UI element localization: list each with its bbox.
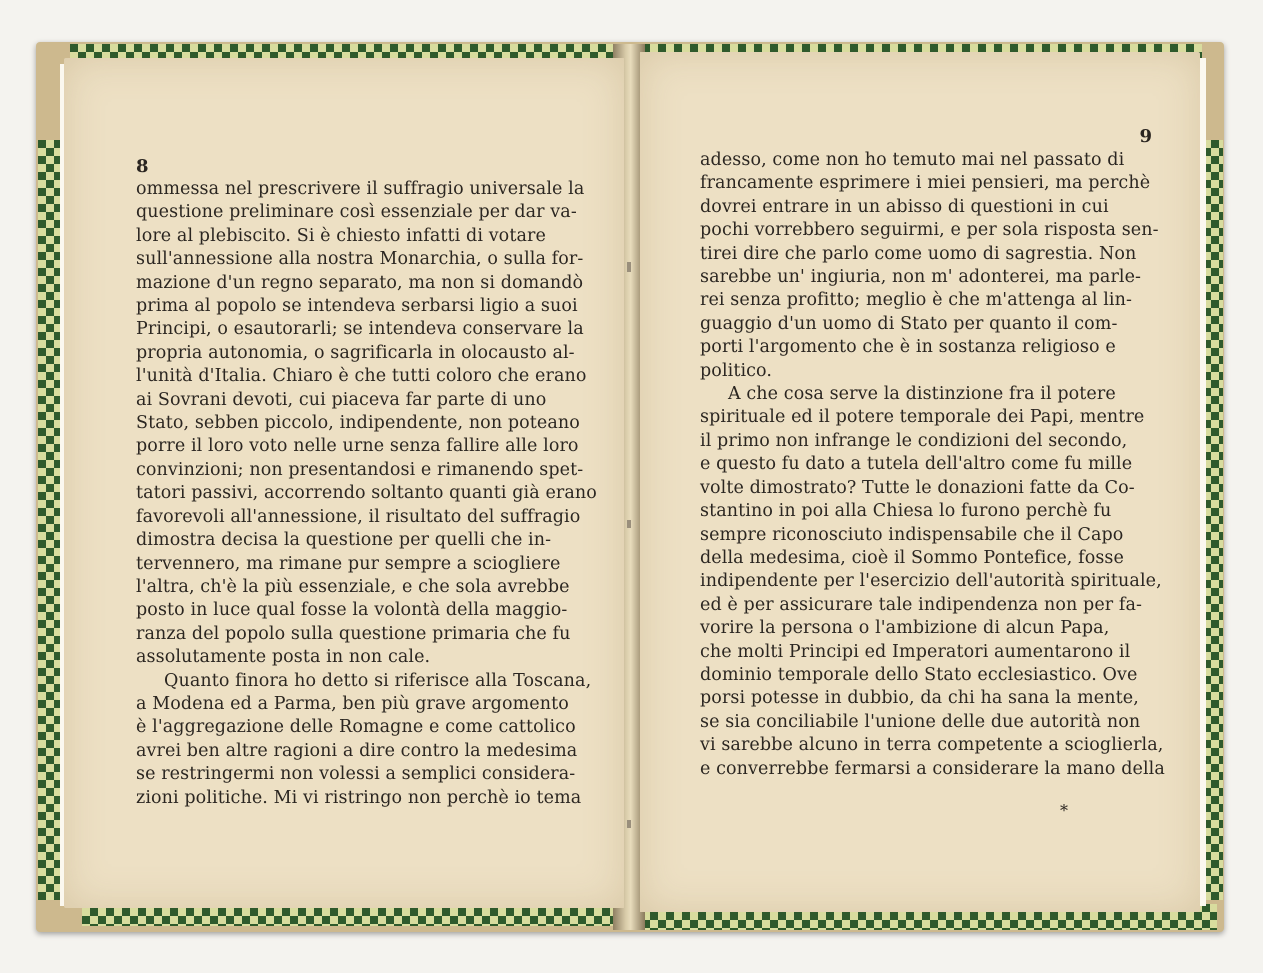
text-line: favorevoli all'annessione, il risultato del suffragio — [136, 506, 581, 527]
text-line: tervennero, ma rimane pur sempre a sciogliere — [136, 553, 561, 574]
text-line: avrei ben altre ragioni a dire contro la medesima — [136, 740, 578, 761]
text-line: questione preliminare così essenziale per dar va- — [136, 202, 577, 223]
text-line: tirei dire che parlo come uomo di sagrestia. Non — [700, 243, 1137, 264]
text-line: il primo non infrange le condizioni del secondo, — [700, 430, 1128, 451]
text-line: propria autonomia, o sagrificarla in olocausto al- — [136, 342, 575, 363]
text-line: porti l'argomento che è in sostanza religioso e — [700, 337, 1116, 358]
text-line: mazione d'un regno separato, ma non si domandò — [136, 272, 584, 293]
text-line: ed è per assicurare tale indipendenza non per fa- — [700, 594, 1143, 615]
text-line: Quanto finora ho detto si riferisce alla Toscana, — [164, 670, 592, 691]
text-line: prima al popolo se intendeva serbarsi ligio a suoi — [136, 296, 578, 317]
text-line: tatori passivi, accorrendo soltanto quanti già erano — [136, 483, 597, 504]
text-line: ommessa nel prescrivere il suffragio universale la — [136, 179, 585, 199]
text-line: adesso, come non ho temuto mai nel passato di — [700, 150, 1125, 170]
text-line: A che cosa serve la distinzione fra il potere — [728, 384, 1116, 405]
text-line: sempre riconosciuto indispensabile che il Capo — [700, 524, 1124, 545]
text-line: assolutamente posta in non cale. — [136, 647, 431, 668]
text-block — [700, 149, 1165, 781]
page-number: 8 — [136, 156, 149, 177]
cover-pattern — [38, 140, 60, 900]
text-line: dimostra decisa la questione per quelli che in- — [136, 530, 552, 551]
text-line: ranza del popolo sulla questione primaria che fu — [136, 623, 571, 644]
text-line: zioni politiche. Mi vi ristringo non perchè io tema — [136, 787, 582, 808]
text-line: porsi potesse in dubbio, da chi ha sana la mente, — [700, 688, 1139, 709]
text-line: ai Sovrani devoti, cui piaceva far parte di uno — [136, 389, 547, 410]
text-line: che molti Principi ed Imperatori aumentarono il — [700, 641, 1131, 662]
right-page — [640, 52, 1200, 912]
text-line: a Modena ed a Parma, ben più grave argomento — [136, 693, 569, 714]
binding-stitch — [627, 520, 631, 528]
text-line: pochi vorrebbero seguirmi, e per sola risposta sen- — [700, 220, 1159, 241]
text-line: convinzioni; non presentandosi e rimanendo spet- — [136, 459, 584, 480]
binding-stitch — [627, 820, 631, 828]
text-line: volte dimostrato? Tutte le donazioni fatte da Co- — [700, 477, 1135, 498]
text-line: l'altra, ch'è la più essenziale, e che sola avrebbe — [136, 576, 570, 597]
text-line: l'unità d'Italia. Chiaro è che tutti coloro che erano — [136, 366, 587, 387]
text-line: vi sarebbe alcuno in terra competente a scioglierla, — [700, 735, 1164, 756]
binding-stitch — [627, 262, 631, 272]
text-line: della medesima, cioè il Sommo Pontefice, fosse — [700, 547, 1124, 568]
page-number: 9 — [1139, 126, 1152, 147]
text-line: lore al plebiscito. Si è chiesto infatti di votare — [136, 225, 546, 246]
text-line: vorire la persona o l'ambizione di alcun Papa, — [700, 618, 1110, 639]
text-line: indipendente per l'esercizio dell'autorità spirituale, — [700, 571, 1162, 592]
text-line: spirituale ed il potere temporale dei Papi, mentre — [700, 407, 1145, 428]
signature-mark: * — [1060, 801, 1068, 820]
text-line: Stato, sebben piccolo, indipendente, non poteano — [136, 413, 580, 434]
text-line: Principi, o esautorarli; se intendeva conservare la — [136, 319, 584, 340]
text-line: rei senza profitto; meglio è che m'attenga al lin- — [700, 290, 1132, 311]
text-line: francamente esprimere i miei pensieri, ma perchè — [700, 173, 1151, 194]
text-line: politico. — [700, 360, 773, 381]
text-line: guaggio d'un uomo di Stato per quanto il com- — [700, 313, 1118, 334]
text-line: dominio temporale dello Stato ecclesiastico. Ove — [700, 664, 1138, 685]
text-line: posto in luce qual fosse la volontà della maggio- — [136, 600, 568, 621]
text-line: sarebbe un' ingiuria, non m' adonterei, ma parle- — [700, 267, 1142, 288]
left-page — [64, 58, 624, 908]
text-block — [136, 178, 597, 810]
text-line: dovrei entrare in un abisso di questioni in cui — [700, 196, 1109, 217]
text-line: se sia conciliabile l'unione delle due autorità non — [700, 711, 1141, 732]
text-line: porre il loro voto nelle urne senza fallire alle loro — [136, 436, 579, 457]
text-line: se restringermi non volessi a semplici considera- — [136, 764, 576, 785]
text-line: sull'annessione alla nostra Monarchia, o sulla for- — [136, 249, 584, 270]
text-line: è l'aggregazione delle Romagne e come cattolico — [136, 717, 576, 738]
text-line: e questo fu dato a tutela dell'altro come fu mille — [700, 454, 1133, 475]
text-line: stantino in poi alla Chiesa lo furono perchè fu — [700, 501, 1112, 522]
text-line: e converrebbe fermarsi a considerare la mano della — [700, 758, 1165, 779]
